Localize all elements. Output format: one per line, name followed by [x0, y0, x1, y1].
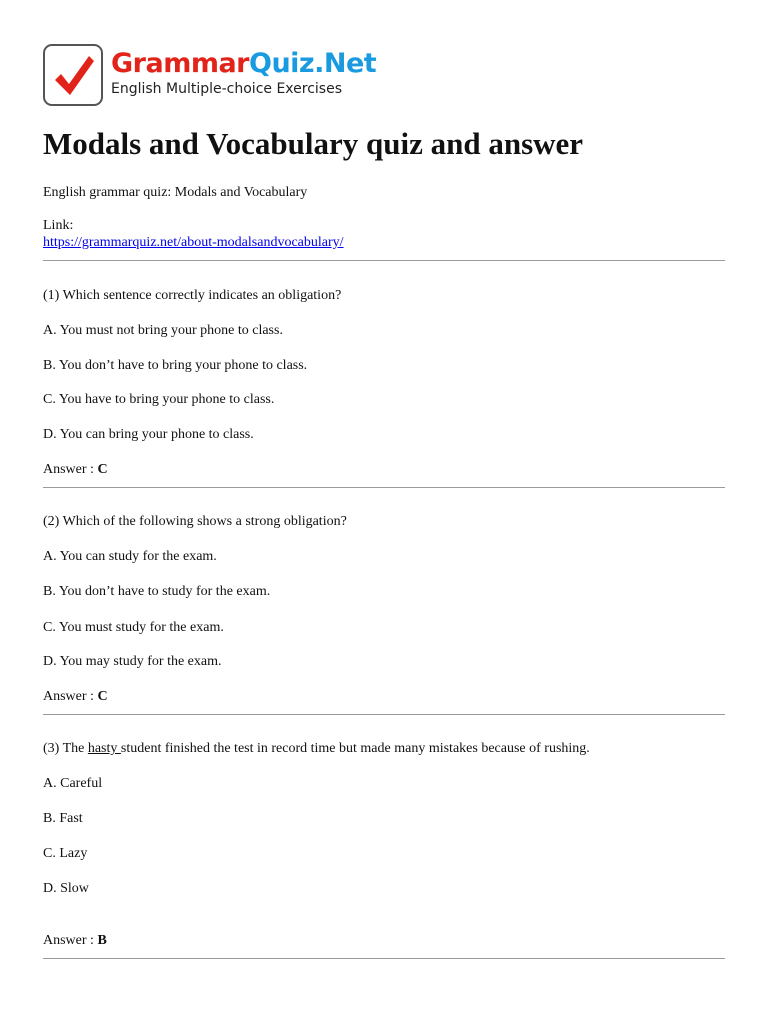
question-3-option-c: C. Lazy: [43, 846, 88, 861]
intro-text: English grammar quiz: Modals and Vocabulary: [43, 185, 308, 200]
logo-tagline: English Multiple-choice Exercises: [111, 81, 342, 97]
question-3-option-d: D. Slow: [43, 881, 89, 896]
question-2-option-b: B. You don’t have to study for the exam.: [43, 584, 271, 599]
answer-label: Answer :: [43, 462, 98, 477]
page-title: Modals and Vocabulary quiz and answer: [43, 126, 584, 161]
logo-name-part2: Quiz.Net: [249, 48, 377, 79]
question-1-text: (1) Which sentence correctly indicates an obligation?: [43, 288, 342, 303]
question-3-text-before: (3) The: [43, 741, 88, 756]
link-label: Link:: [43, 218, 74, 233]
question-2-option-a: A. You can study for the exam.: [43, 549, 217, 564]
question-3-text: [43, 740, 590, 758]
question-2-text: (2) Which of the following shows a strong obligation?: [43, 514, 347, 529]
question-3-option-a: A. Careful: [43, 776, 103, 791]
site-logo[interactable]: [43, 44, 377, 108]
question-3-text-after: student finished the test in record time but made many mistakes because of rushing.: [120, 741, 590, 756]
logo-badge: [43, 44, 103, 106]
question-1-option-b: B. You don’t have to bring your phone to class.: [43, 358, 308, 373]
question-1-answer: [43, 461, 108, 479]
link-paragraph: [43, 234, 344, 252]
answer-value: C: [97, 462, 108, 477]
question-2-answer: [43, 688, 108, 706]
quiz-link[interactable]: https://grammarquiz.net/about-modalsandvocabulary/: [43, 235, 344, 250]
answer-label: Answer :: [43, 689, 98, 704]
divider: [43, 260, 725, 261]
checkmark-icon: [49, 50, 97, 100]
question-1-option-a: A. You must not bring your phone to class.: [43, 323, 283, 338]
question-3-option-b: B. Fast: [43, 811, 83, 826]
answer-value: C: [97, 689, 108, 704]
question-1-option-c: C. You have to bring your phone to class.: [43, 392, 275, 407]
question-2-option-d: D. You may study for the exam.: [43, 654, 222, 669]
logo-name: [111, 48, 376, 80]
question-2-option-c: C. You must study for the exam.: [43, 620, 224, 635]
divider: [43, 958, 725, 959]
logo-name-part1: Grammar: [111, 48, 249, 79]
divider: [43, 714, 725, 715]
answer-value: B: [97, 933, 107, 948]
question-1-option-d: D. You can bring your phone to class.: [43, 427, 254, 442]
question-3-answer: [43, 932, 107, 950]
question-3-underlined-word: hasty: [87, 741, 121, 756]
answer-label: Answer :: [43, 933, 98, 948]
divider: [43, 487, 725, 488]
